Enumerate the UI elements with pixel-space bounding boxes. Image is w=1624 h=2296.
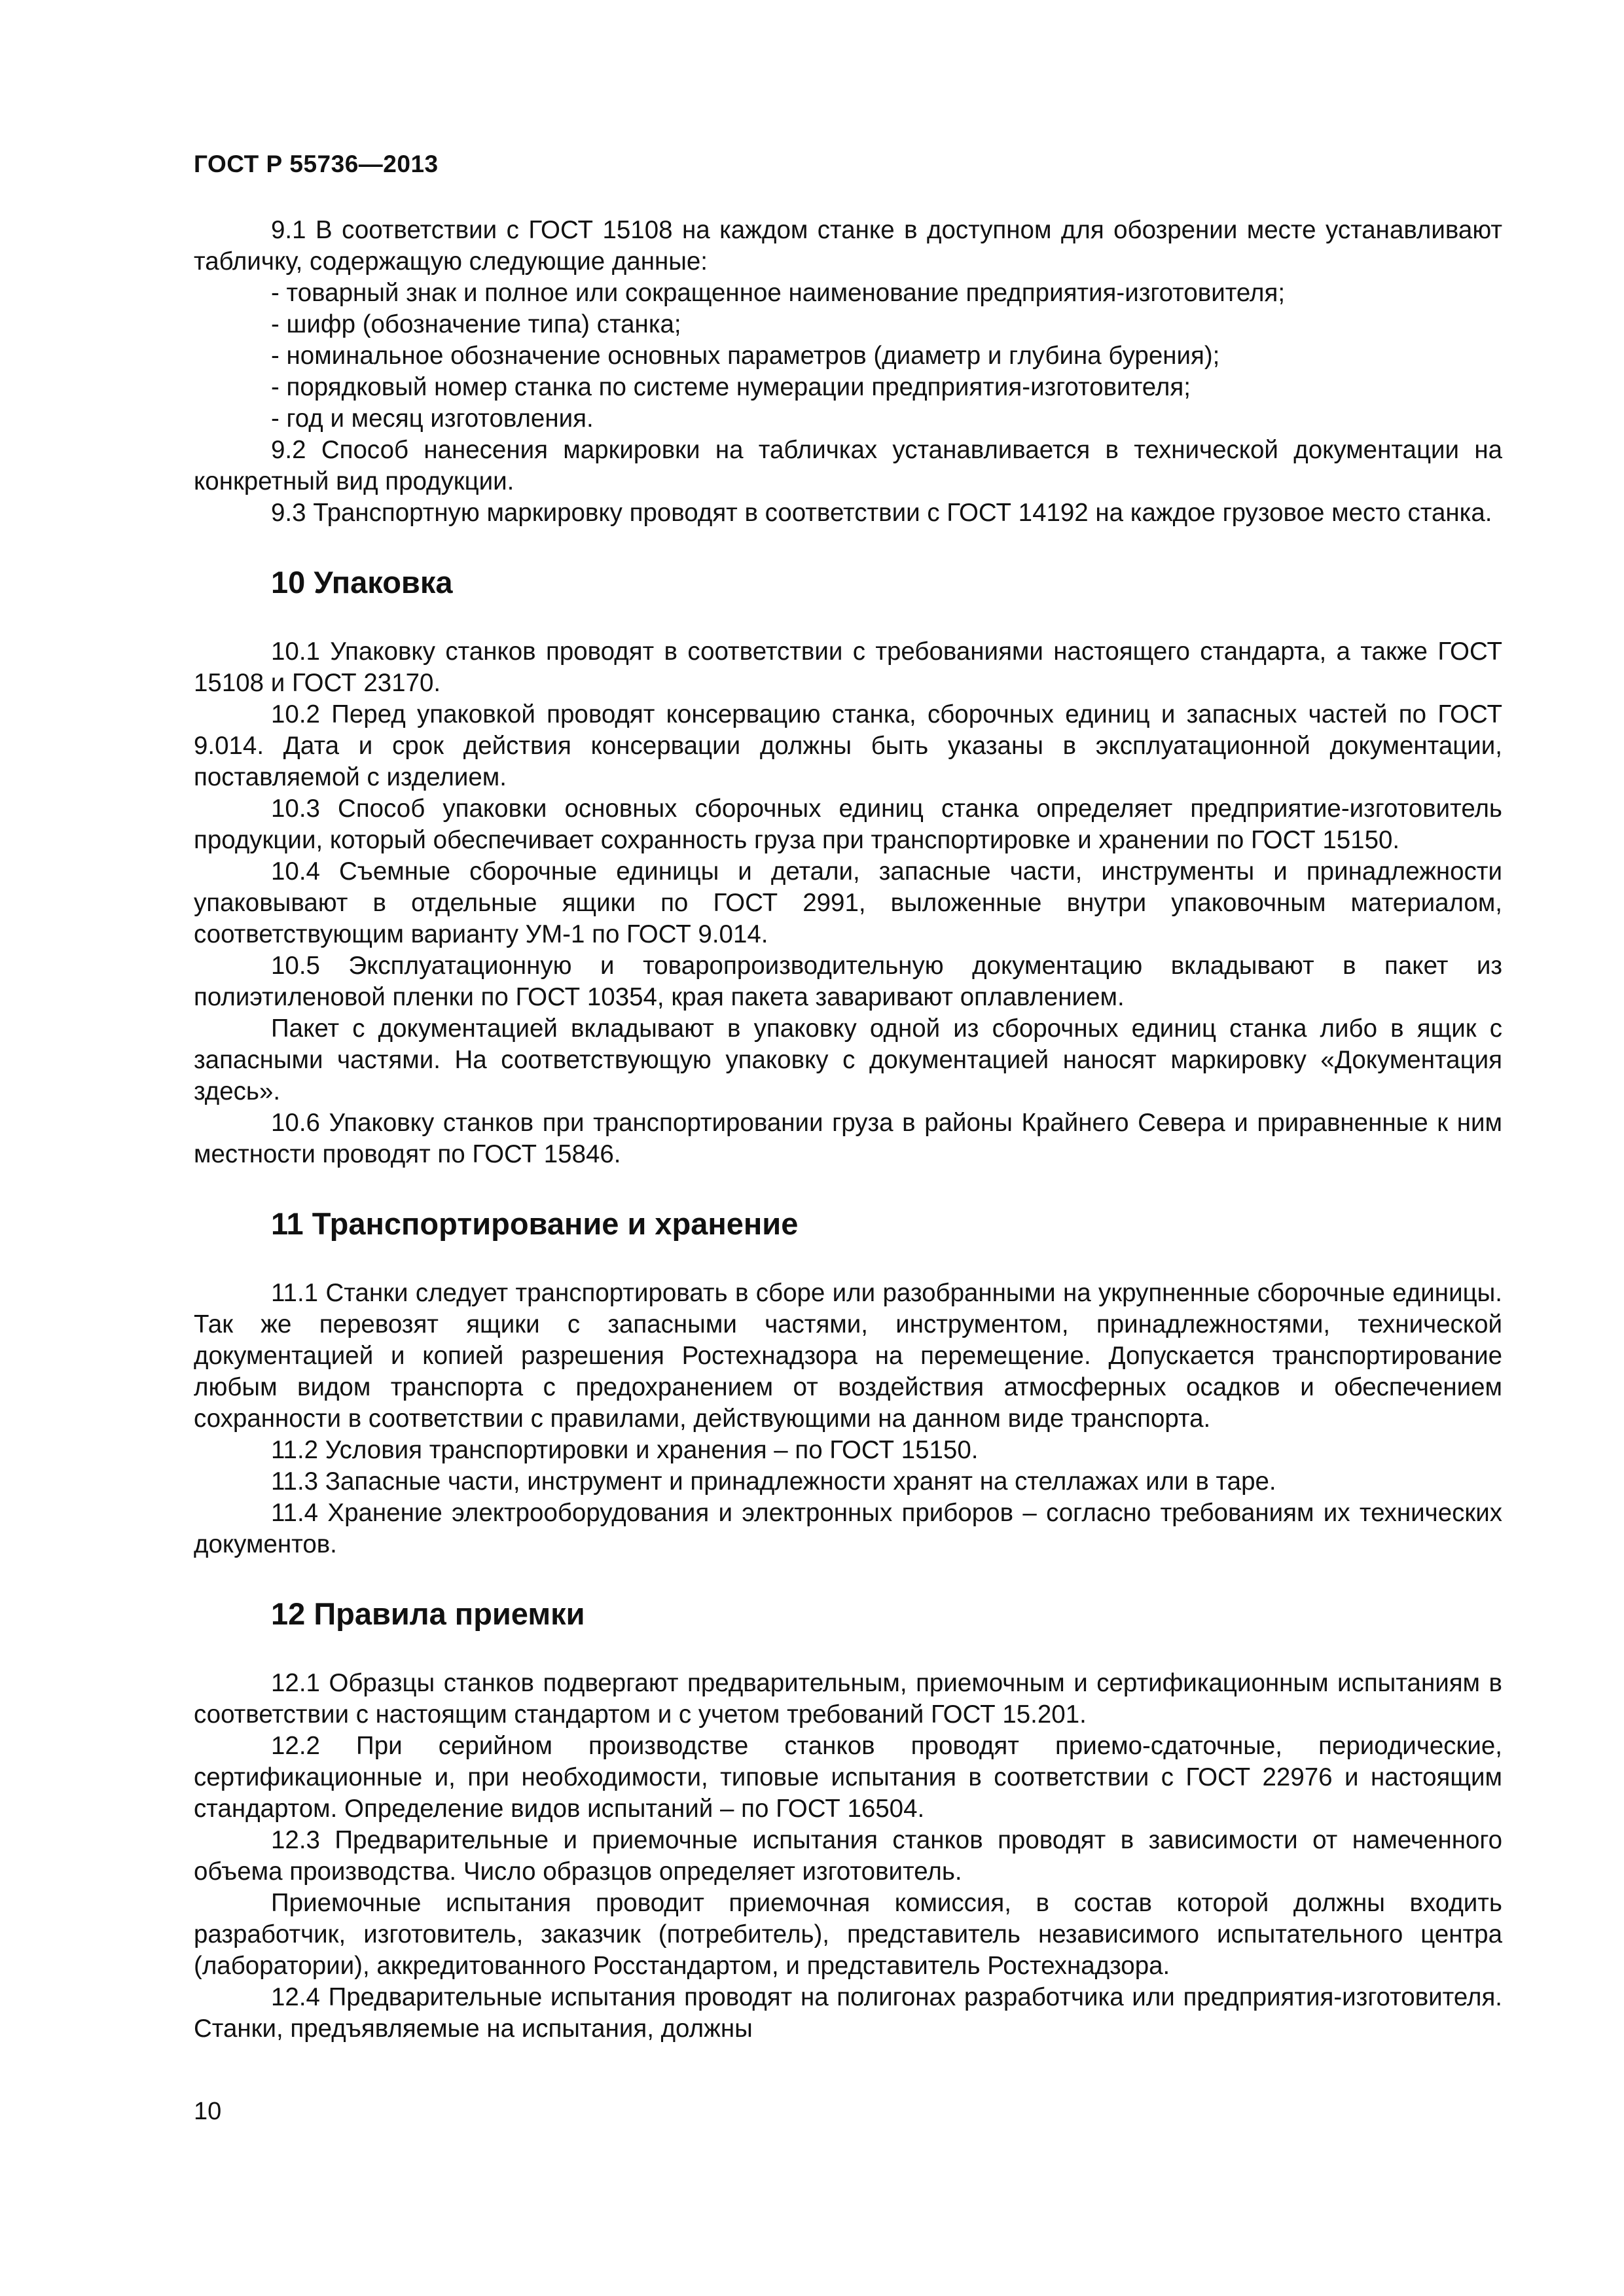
list-item: - номинальное обозначение основных параметров (диаметр и глубина бурения); [271,342,1220,370]
section-heading-12: 12 Правила приемки [271,1596,585,1631]
paragraph-9-1: 9.1 В соответствии с ГОСТ 15108 на каждом станке в доступном для обозрении месте устанавливают табличку, содержащую следующие данные: [194,216,1502,276]
list-item: - шифр (обозначение типа) станка; [271,310,681,338]
paragraph-10-4: 10.4 Съемные сборочные единицы и детали, запасные части, инструменты и принадлежности упаковывают в отдельные ящики по ГОСТ 2991, выложенные внутри упаковочным материалом, соответствующим варианту УМ-1 по ГОСТ 9.014. [194,857,1502,948]
paragraph-10-3: 10.3 Способ упаковки основных сборочных единиц станка определяет предприятие-изготовитель продукции, который обеспечивает сохранность груза при транспортировке и хранении по ГОСТ 15150. [194,795,1502,854]
paragraph-12-2: 12.2 При серийном производстве станков проводят приемо-сдаточные, периодические, сертификационные и, при необходимости, типовые испытания в соответствии с ГОСТ 22976 и настоящим стандартом. Определение видов испытаний – по ГОСТ 16504. [194,1732,1502,1823]
paragraph-12-3-commission: Приемочные испытания проводит приемочная комиссия, в состав которой должны входить разработчик, изготовитель, заказчик (потребитель), представитель независимого испытательного центра (лаборатории), аккредитованного Росстандартом, и представитель Ростехнадзора. [194,1889,1502,1980]
paragraph-10-2: 10.2 Перед упаковкой проводят консервацию станка, сборочных единиц и запасных частей по ГОСТ 9.014. Дата и срок действия консервации должны быть указаны в эксплуатационной документации, поставляемой с изделием. [194,700,1502,791]
paragraph-10-1: 10.1 Упаковку станков проводят в соответствии с требованиями настоящего стандарта, а также ГОСТ 15108 и ГОСТ 23170. [194,637,1502,697]
document-id-header: ГОСТ Р 55736—2013 [194,151,439,177]
paragraph-12-3: 12.3 Предварительные и приемочные испытания станков проводят в зависимости от намеченного объема производства. Число образцов определяет изготовитель. [194,1826,1502,1886]
paragraph-11-2: 11.2 Условия транспортировки и хранения – по ГОСТ 15150. [271,1436,979,1464]
section-heading-10: 10 Упаковка [271,565,453,600]
paragraph-12-1: 12.1 Образцы станков подвергают предварительным, приемочным и сертификационным испытаниям в соответствии с настоящим стандартом и с учетом требований ГОСТ 15.201. [194,1669,1502,1729]
paragraph-10-5-package: Пакет с документацией вкладывают в упаковку одной из сборочных единиц станка либо в ящик с запасными частями. На соответствующую упаковку с документацией наносят маркировку «Документация здесь». [194,1014,1502,1105]
page-number: 10 [194,2098,222,2125]
paragraph-9-2: 9.2 Способ нанесения маркировки на табличках устанавливается в технической документации на конкретный вид продукции. [194,436,1502,495]
paragraph-11-3: 11.3 Запасные части, инструмент и принадлежности хранят на стеллажах или в таре. [271,1467,1276,1496]
list-item: - год и месяц изготовления. [271,404,594,433]
page-body [194,215,1502,2045]
paragraph-9-3: 9.3 Транспортную маркировку проводят в соответствии с ГОСТ 14192 на каждое грузовое место станка. [271,499,1492,527]
paragraph-10-5: 10.5 Эксплуатационную и товаропроизводительную документацию вкладывают в пакет из полиэтиленовой пленки по ГОСТ 10354, края пакета заваривают оплавлением. [194,952,1502,1011]
list-item: - товарный знак и полное или сокращенное наименование предприятия-изготовителя; [271,279,1286,307]
paragraph-12-4: 12.4 Предварительные испытания проводят на полигонах разработчика или предприятия-изготовителя. Станки, предъявляемые на испытания, должны [194,1983,1502,2043]
section-heading-11: 11 Транспортирование и хранение [271,1206,799,1241]
paragraph-11-1: 11.1 Станки следует транспортировать в сборе или разобранными на укрупненные сборочные единицы. Так же перевозят ящики с запасными частями, инструментом, принадлежностями, технической документацией и копией разрешения Ростехнадзора на перемещение. Допускается транспортирование любым видом транспорта с предохранением от воздействия атмосферных осадков и обеспечением сохранности в соответствии с правилами, действующими на данном виде транспорта. [194,1279,1502,1433]
paragraph-10-6: 10.6 Упаковку станков при транспортировании груза в районы Крайнего Севера и приравненные к ним местности проводят по ГОСТ 15846. [194,1109,1502,1168]
list-item: - порядковый номер станка по системе нумерации предприятия-изготовителя; [271,373,1191,401]
paragraph-11-4: 11.4 Хранение электрооборудования и электронных приборов – согласно требованиям их технических документов. [194,1499,1502,1558]
